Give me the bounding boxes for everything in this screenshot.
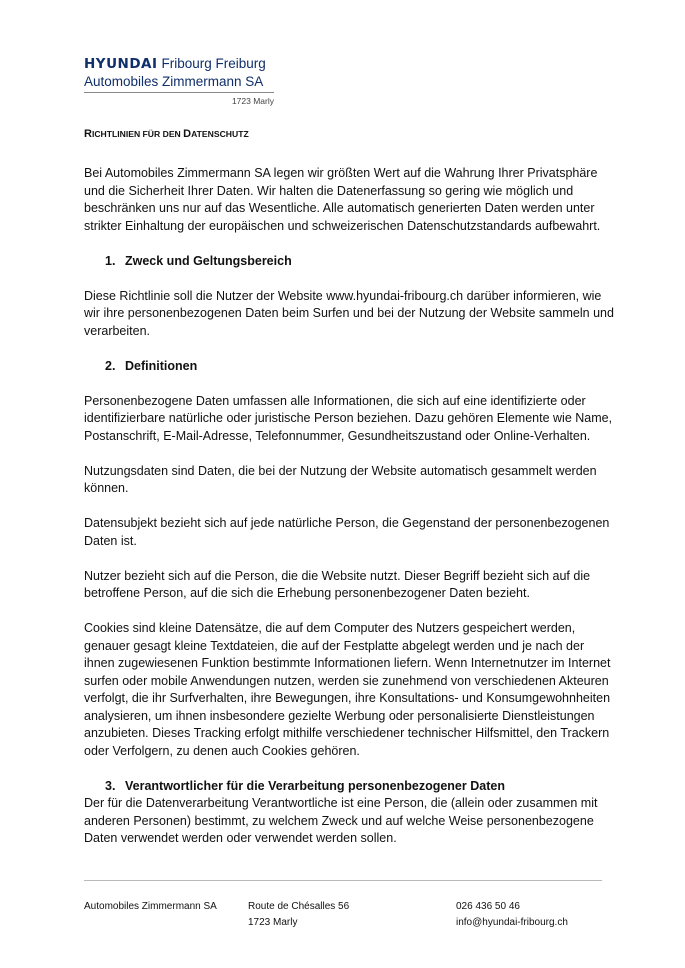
footer-city: 1723 Marly <box>248 916 298 928</box>
section-paragraph: Cookies sind kleine Datensätze, die auf dem Computer des Nutzers gespeichert werden, genauer gesagt kleine Textdateien, die auf der Festplatte abgelegt werden und je nach der ihnen zugewiesenen Funktion bestimmte Informationen liefern. Wenn Internetnutzer im Internet surfen oder mobile Anwendungen nutzen, werden sie zunehmend von verschiedenen Akteuren verfolgt, die ihr Surfverhalten, ihre Bewegungen, ihre Konsultations- und Konsumgewohnheiten analysieren, um ihnen insbesondere gezielte Werbung oder personalisierte Dienstleistungen anzubieten. Dieses Tracking erfolgt mithilfe verschiedener technischer Hilfsmittel, den Trackern oder Verfolgern, zu denen auch Cookies gehören. <box>84 621 611 758</box>
footer-divider <box>84 880 602 881</box>
footer-email: info@hyundai-fribourg.ch <box>456 916 568 928</box>
section-number: 1. <box>105 253 116 268</box>
section-heading <box>84 778 614 796</box>
logo-company: Automobiles Zimmermann SA <box>84 74 264 89</box>
footer-contact <box>456 899 568 930</box>
section-paragraph: Personenbezogene Daten umfassen alle Informationen, die sich auf eine identifizierte oder identifizierbare natürliche oder juristische Person beziehen. Dazu gehören Elemente wie Name, Postanschrift, E-Mail-Adresse, Telefonnummer, Gesundheitszustand oder Online-Verhalten. <box>84 393 613 443</box>
footer-company-name: Automobiles Zimmermann SA <box>84 901 217 912</box>
footer-street: Route de Chésalles 56 <box>248 901 350 912</box>
company-logo <box>84 56 284 110</box>
logo-line-brand <box>84 56 266 72</box>
intro-paragraph: Bei Automobiles Zimmermann SA legen wir größten Wert auf die Wahrung Ihrer Privatsphäre und die Sicherheit Ihrer Daten. Wir halten die Datenerfassung so gering wie möglich und beschränken uns nur auf das Wesentliche. Alle automatisch generierten Daten werden unter strikter Einhaltung der europäischen und schweizerischen Datenschutzstandards aufbewahrt. <box>84 166 601 233</box>
logo-location: Fribourg Freiburg <box>161 56 266 71</box>
section-title: Verantwortlicher für die Verarbeitung personenbezogener Daten <box>125 778 505 793</box>
section-paragraph: Diese Richtlinie soll die Nutzer der Website www.hyundai-fribourg.ch darüber informieren, wie wir ihre personenbezogenen Daten beim Surfen und bei der Nutzung der Website sammeln und verarbeiten. <box>84 288 614 338</box>
footer-address <box>248 899 349 930</box>
section-paragraph: Der für die Datenverarbeitung Verantwortliche ist eine Person, die (allein oder zusammen mit anderen Personen) bestimmt, zu welchem Zweck und auf welche Weise personenbezogene Daten verwendet werden oder verwendet werden sollen. <box>84 796 598 845</box>
logo-divider <box>84 92 274 93</box>
logo-brand: HYUNDAI <box>84 56 158 72</box>
section-paragraph: Nutzer bezieht sich auf die Person, die die Website nutzt. Dieser Begriff bezieht sich auf die betroffene Person, auf die sich die Erhebung personenbezogener Daten bezieht. <box>84 568 591 600</box>
footer-company <box>84 899 217 915</box>
section-heading <box>84 253 614 271</box>
section-paragraph: Datensubjekt bezieht sich auf jede natürliche Person, die Gegenstand der personenbezogenen Daten ist. <box>84 516 610 548</box>
document-body <box>84 128 614 865</box>
section-number: 2. <box>105 358 116 373</box>
logo-place: 1723 Marly <box>231 96 274 106</box>
section-heading <box>84 358 614 376</box>
section-title: Zweck und Geltungsbereich <box>125 253 292 268</box>
footer-phone: 026 436 50 46 <box>456 901 520 912</box>
section-title: Definitionen <box>125 358 198 373</box>
document-title: RICHTLINIEN FÜR DEN DATENSCHUTZ <box>84 128 249 140</box>
section-number: 3. <box>105 778 116 793</box>
section-paragraph: Nutzungsdaten sind Daten, die bei der Nutzung der Website automatisch gesammelt werden können. <box>84 463 597 495</box>
